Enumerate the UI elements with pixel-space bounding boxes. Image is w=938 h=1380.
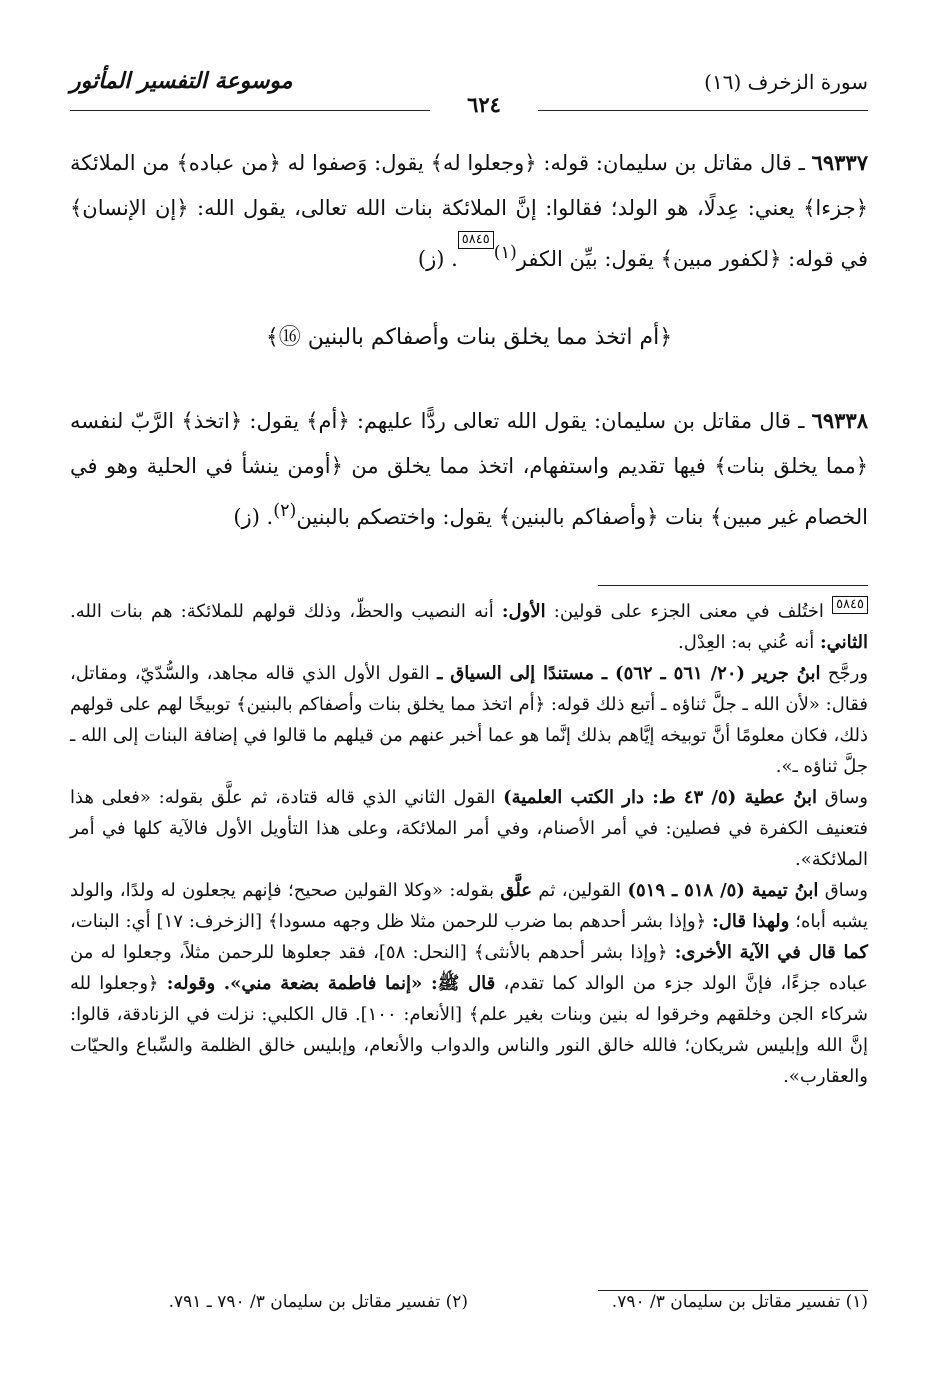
page-number: ٦٢٤ [430,92,538,117]
note-text: وساق [824,880,868,901]
note-bold: ابنُ تيمية (٥/ ٥١٨ ـ ٥١٩) [627,880,819,901]
note-text: أنه عُني به: العِدْل. [678,632,815,653]
note-text: ﴿وإذا بشر أحدهم بما ضرب للرحمن مثلا ظل وجهه مسودا﴾ [الزخرف: ١٧] أي: البنات، [70,911,707,932]
note-text: وساق [824,787,868,808]
note-text: أنه النصيب والحظّ، وذلك قولهم للملائكة: هم بنات الله. [70,601,494,622]
note-text: القولين، ثم [538,880,622,901]
footnote-mark: (١) [493,243,517,263]
entry-end: . (ز) [417,247,458,271]
note-bold: ابنُ جرير (٢٠/ ٥٦١ ـ ٥٦٢) ـ مستندًا إلى السياق ـ [437,663,821,684]
note-paragraph [70,596,868,658]
note-bold: كما قال في الآية الأخرى: [674,942,868,963]
entry-number: ٦٩٣٣٨ [811,408,868,433]
surah-label: سورة الزخرف (١٦) [704,70,868,94]
scholarly-notes [70,596,868,1092]
entry-number: ٦٩٣٣٧ [811,150,868,175]
note-text: ﴿وإذا بشر أحدهم بالأنثى﴾ [النحل: ٥٨]، فقد جعلوها للرحمن مثلاً، وجعلوا له من عباده جزءًا، فإنَّ الولد جزء من الوالد كما تقدم، [70,942,868,994]
entry-text: ـ قال مقاتل بن سليمان: قوله: ﴿وجعلوا له﴾ يقول: وَصفوا له ﴿من عباده﴾ من الملائكة ﴿جزءا﴾ يعني: عِدلًا، هو الولد؛ فقالوا: إنَّ الملائكة بنات الله تعالى، يقول الله: ﴿إن الإنسان﴾ في قوله: ﴿لكفور مبين﴾ يقول: بيِّن الكفر [70,151,868,271]
note-paragraph [70,658,868,782]
footnote-2: (٢) تفسير مقاتل بن سليمان ٣/ ٧٩٠ ـ ٧٩١. [168,1292,468,1312]
footnote-1: (١) تفسير مقاتل بن سليمان ٣/ ٧٩٠. [611,1292,868,1312]
note-bold: الثاني: [819,632,868,653]
note-paragraph [70,782,868,875]
note-bold: الأول: [501,601,546,622]
entry-end: . (ز) [233,505,274,529]
note-bold: علَّق [500,880,533,901]
note-text: ﴿وجعلوا لله شركاء الجن وخلقهم وخرقوا له بنين وبنات بغير علم﴾ [الأنعام: ١٠٠]. قال الكلبي: نزلت في الزنادقة، قالوا: إنَّ الله وإبليس شريكان؛ فالله خالق النور والناس والدواب والأنعام، وإبليس خالق الظلمة والسِّباع والحيّات والعقارب». [70,973,868,1087]
footnote-mark: (٢) [273,501,297,521]
notes-separator [598,585,868,586]
note-text: القول الأول الذي قاله مجاهد، والسُّدّيّ، ومقاتل، فقال: «لأن الله ـ جلَّ ثناؤه ـ أتبع ذلك قوله: ﴿أم اتخذ مما يخلق بنات وأصفاكم بالبنين﴾ توبيخًا لهم على قولهم ذلك، فكان معلومًا أنَّ توبيخه إيَّاهم بذلك إنَّما هو عما أخبر عنهم من قيلهم ما قالوا في إضافة البنات إلى الله ـ جلَّ ثناؤه ـ». [70,663,868,777]
entry-69338 [70,398,868,540]
note-text: ورجَّح [827,663,869,684]
note-bold: ولهذا قال: [712,911,790,932]
note-text: اختُلف في معنى الجزء على قولين: [553,601,824,622]
note-paragraph [70,875,868,1092]
footnotes-separator [598,1290,868,1291]
note-text: بقوله: «وكلا القولين صحيح؛ فإنهم يجعلون له ولدًا، والولد يشبه أباه؛ [70,880,868,932]
book-title: موسوعة التفسير المأثور [70,68,293,94]
quran-verse: ﴿أم اتخذ مما يخلق بنات وأصفاكم بالبنين ⑯﴾ [265,325,673,350]
note-ref-box: ٥٨٤٥ [832,596,868,614]
entry-text: ـ قال مقاتل بن سليمان: يقول الله تعالى ردًّا عليهم: ﴿أم﴾ يقول: ﴿اتخذ﴾ الرَّبّ لنفسه ﴿مما يخلق بنات﴾ فيها تقديم واستفهام، اتخذ مما يخلق من ﴿أومن ينشأ في الحلية وهو في الخصام غير مبين﴾ بنات ﴿وأصفاكم بالبنين﴾ يقول: واختصكم بالبنين [70,409,868,529]
note-bold: ابنُ عطية (٥/ ٤٣ ط: دار الكتب العلمية) [503,787,818,808]
entry-69337 [70,140,868,282]
note-text: القول الثاني الذي قاله قتادة، ثم علَّق بقوله: «فعلى هذا فتعنيف الكفرة في فصلين: في أمر الأصنام، وفي أمر الملائكة، وعلى هذا التأويل الأول فالآية كلها في أمر الملائكة». [70,787,868,870]
note-bold: قال ﷺ: «إنما فاطمة بضعة مني». وقوله: [166,973,496,994]
note-ref-box: ٥٨٤٥ [458,231,494,249]
